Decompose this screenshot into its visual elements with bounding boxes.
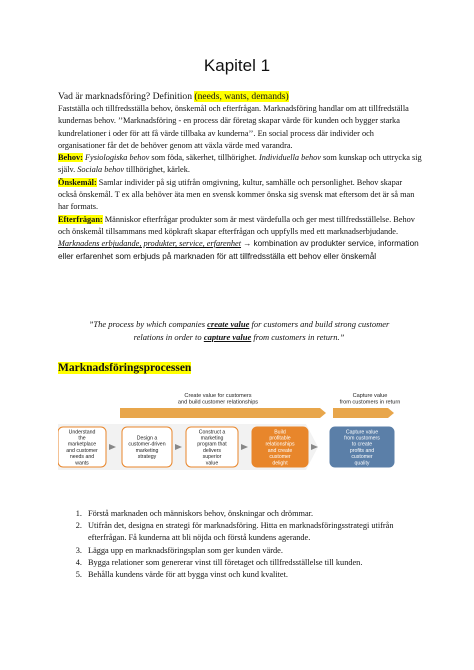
onskemal-label: Önskemål: — [58, 177, 97, 187]
question-text: Vad är marknadsföring? Definition — [58, 91, 195, 102]
behov-paragraph — [58, 152, 423, 177]
list-item: 1. Förstå marknaden och människors behov, önskningar och drömmar. — [84, 508, 428, 520]
section-heading-text: Marknadsföringsprocessen — [58, 362, 192, 374]
list-item: 3. Lägga upp en marknadsföringsplan som ger kunden värde. — [84, 545, 428, 557]
quote-capture-value: capture value — [203, 331, 252, 342]
section-heading — [58, 362, 191, 374]
process-step-label: Design a customer-driven marketing strategy — [128, 435, 166, 461]
arrow-glyph: → — [241, 239, 254, 249]
header-arrow-right — [333, 408, 394, 418]
behov-text-2: som föda, säkerhet, tillhörighet. — [149, 153, 259, 163]
list-item: 5. Behålla kundens värde för att bygga vinst och kund kvalitet. — [84, 569, 428, 581]
definition-text: Fastställa och tillfredsställa behov, önskemål och efterfrågan. Marknadsföring handlar om att tillfredställa kundernas behov. ’’Marknadsföring - en process där företag skapar värde för kunden och bygger starka kundrelationer i oder för att få värde tillbaka av kunderna’’. En social process där individer och organisationer får det de behöver genom att växla värde med varandra. — [58, 104, 409, 150]
list-item: 4. Bygga relationer som genererar vinst till företaget och tillfredsställelse till kunden. — [84, 557, 428, 569]
onskemal-text: Samlar individer på sig utifrån omgivning, kultur, samhälle och personlighet. Behov skapar också önskemål. T ex alla behöver äta men en svensk kommer önska sig svensk mat eftersom det är så man har formats. — [58, 177, 415, 212]
process-steps-list — [58, 508, 428, 581]
efterfragan-label: Efterfrågan: — [58, 214, 103, 224]
behov-text-3: som kunskap och uttrycka sig själv. — [58, 153, 422, 175]
diagram-header-right: Capture value from customers in return — [339, 393, 401, 406]
diagram-header-left: Create value for customers and build customer relationships — [177, 393, 259, 406]
process-step-label: Construct a marketing program that delivers superior value — [197, 429, 227, 467]
erbjudande-underlined: Marknadens erbjudande, produkter, service, erfarenhet — [58, 239, 242, 249]
efterfragan-paragraph — [58, 214, 423, 239]
process-step-label: Capture value from customers to create profits and customer quality — [344, 429, 380, 467]
list-item: 2. Utifrån det, designa en strategi för marknadsföring. Hitta en marknadsföringsstrategi utifrån efterfrågan. Få kunderna att bli nöjda och förstå kundens agerande. — [84, 520, 428, 544]
question-highlight: (needs, wants, demands) — [194, 91, 289, 102]
behov-text-4: tillhörighet, kärlek. — [124, 165, 190, 175]
behov-italic-1: Fysiologiska behov — [84, 153, 150, 163]
process-quote — [84, 318, 394, 343]
quote-part-2: for customers and build strong customer relations in order to — [133, 319, 390, 342]
behov-italic-2: Individuella behov — [258, 153, 321, 163]
process-step-label: Build profitable relationships and create customer delight — [265, 429, 295, 467]
behov-label: Behov: — [58, 153, 83, 163]
onskemal-paragraph — [58, 177, 423, 214]
chapter-title: Kapitel 1 — [203, 56, 271, 75]
erbjudande-paragraph — [58, 238, 423, 263]
behov-italic-3: Sociala behov — [77, 165, 125, 175]
efterfragan-text: Människor efterfrågar produkter som är mest värdefulla och ger mest tillfredsställelse. Behov och önskemål tillsammans med köpkraft skapar efterfrågan och uppfylls med ett marknadserbjudande. — [58, 214, 415, 236]
quote-part-3: from customers in return.” — [251, 331, 345, 342]
definition-block — [58, 90, 423, 263]
erbjudande-text: kombination av produkter service, information eller erfarenhet som erbjuds på marknaden för att tillfredsställa ett behov eller önskemål — [58, 239, 419, 261]
header-arrow-left — [120, 408, 326, 418]
quote-part-1: ”The process by which companies — [88, 319, 208, 329]
process-step-label: Understand the marketplace and customer needs and wants — [66, 429, 98, 467]
quote-create-value: create value — [207, 319, 250, 329]
marketing-process-diagram — [58, 390, 418, 490]
question-line — [58, 90, 423, 103]
